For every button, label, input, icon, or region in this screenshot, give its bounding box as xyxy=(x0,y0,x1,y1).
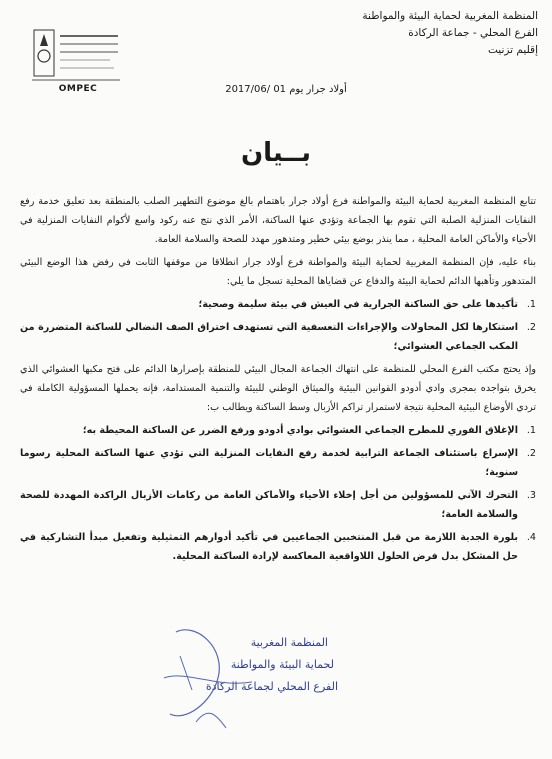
list-item xyxy=(20,421,536,440)
list-item-number: 1. xyxy=(526,425,536,436)
document-title: بــيان xyxy=(240,138,312,168)
demands-list xyxy=(20,421,536,566)
list-item xyxy=(20,486,536,524)
stamp-line: لحماية البيئة والمواطنة xyxy=(230,658,334,671)
list-item-number: 3. xyxy=(526,490,536,501)
list-item-number: 4. xyxy=(526,532,536,543)
document-body xyxy=(20,192,536,570)
statements-list xyxy=(20,295,536,356)
organization-logo xyxy=(30,22,122,84)
position-paragraph: بناء عليه، فإن المنظمة المغربية لحماية البيئة والمواطنة فرع أولاد جرار انطلاقا من موقفها الثابت في رفض هذا الوضع البيئي المتدهور وتأهبها الدائم لحماية البيئة والدفاع عن قضاياها المحلية تسجل ما يلي: xyxy=(20,257,536,287)
list-item-number: 2. xyxy=(526,322,536,333)
organization-stamp xyxy=(156,618,346,738)
org-branch: الفرع المحلي - جماعة الركادة xyxy=(408,27,538,39)
stamp-icon xyxy=(156,618,346,738)
list-item-number: 1. xyxy=(526,299,536,310)
list-item-text: الإسراع باستئناف الجماعة الترابية لخدمة رفع النفايات المنزلية التي تؤدي عنها الساكنة المحلية رسوما سنوية؛ xyxy=(20,448,518,478)
organization-header xyxy=(238,8,538,59)
list-item xyxy=(20,318,536,356)
stamp-line: المنظمة المغربية xyxy=(250,636,328,649)
stamp-line: الفرع المحلي لجماعة الركادة xyxy=(205,680,338,693)
logo-emblem-icon xyxy=(30,22,122,84)
list-item xyxy=(20,528,536,566)
protest-paragraph: وإذ يحتج مكتب الفرع المحلي للمنظمة على انتهاك الجماعة المجال البيئي للمنطقة بإصرارها الدائم على فتح مكبها العشوائي الذي يخرق بتواجده بمجرى وادي أدودو القوانين البيئية والميثاق الوطني للبيئة والتنمية المستدامة، فإنه يحملها المسؤولية الكاملة في تردي الأوضاع البيئية المحلية نتيجة لاستمرار تراكم الأزبال وسط الساكنة ويطالب ب: xyxy=(20,364,536,413)
list-item-text: بلورة الجدية اللازمة من قبل المنتخبين الجماعيين في تأكيد أدوارهم التمثيلية وتفعيل مبدأ التشاركية في حل المشكل بدل فرض الحلول اللاواقعية المعاكسة لإرادة الساكنة المحلية. xyxy=(20,532,518,562)
list-item-text: التحرك الآني للمسؤولين من أجل إخلاء الأحياء والأماكن العامة من ركامات الأزبال الراكدة المهددة للصحة والسلامة العامة؛ xyxy=(20,490,518,520)
list-item xyxy=(20,295,536,314)
document-date: أولاد جرار يوم 01 /2017/06 xyxy=(225,84,347,95)
list-item-text: الإغلاق الفوري للمطرح الجماعي العشوائي بوادي أدودو ورفع الضرر عن الساكنة المحيطة به؛ xyxy=(82,425,518,436)
list-item-number: 2. xyxy=(526,448,536,459)
list-item-text: استنكارها لكل المحاولات والإجراءات التعسفية التي تستهدف اختراق الصف النضالي للساكنة المتضررة من المكب الجماعي العشوائي؛ xyxy=(20,322,518,352)
intro-paragraph: تتابع المنظمة المغربية لحماية البيئة والمواطنة فرع أولاد جرار باهتمام بالغ موضوع التطهير الصلب بالمنطقة بعد تعليق خدمة رفع النفايات المنزلية الصلبة التي تقوم بها الجماعة وتؤدي عنها الساكنة، الأمر الذي نتج عنه ركود واسع لأكوام النفايات المنزلية في الأحياء والأماكن العامة المحلية ، مما ينذر بوضع بيئي خطير ومتدهور مهدد للصحة والسلامة العامة. xyxy=(20,196,536,245)
org-province: إقليم تزنيت xyxy=(487,44,538,56)
logo-caption: OMPEC xyxy=(58,84,98,94)
list-item-text: تأكيدها على حق الساكنة الجرارية في العيش في بيئة سليمة وصحية؛ xyxy=(198,299,518,310)
list-item xyxy=(20,444,536,482)
org-name: المنظمة المغربية لحماية البيئة والمواطنة xyxy=(362,10,538,22)
